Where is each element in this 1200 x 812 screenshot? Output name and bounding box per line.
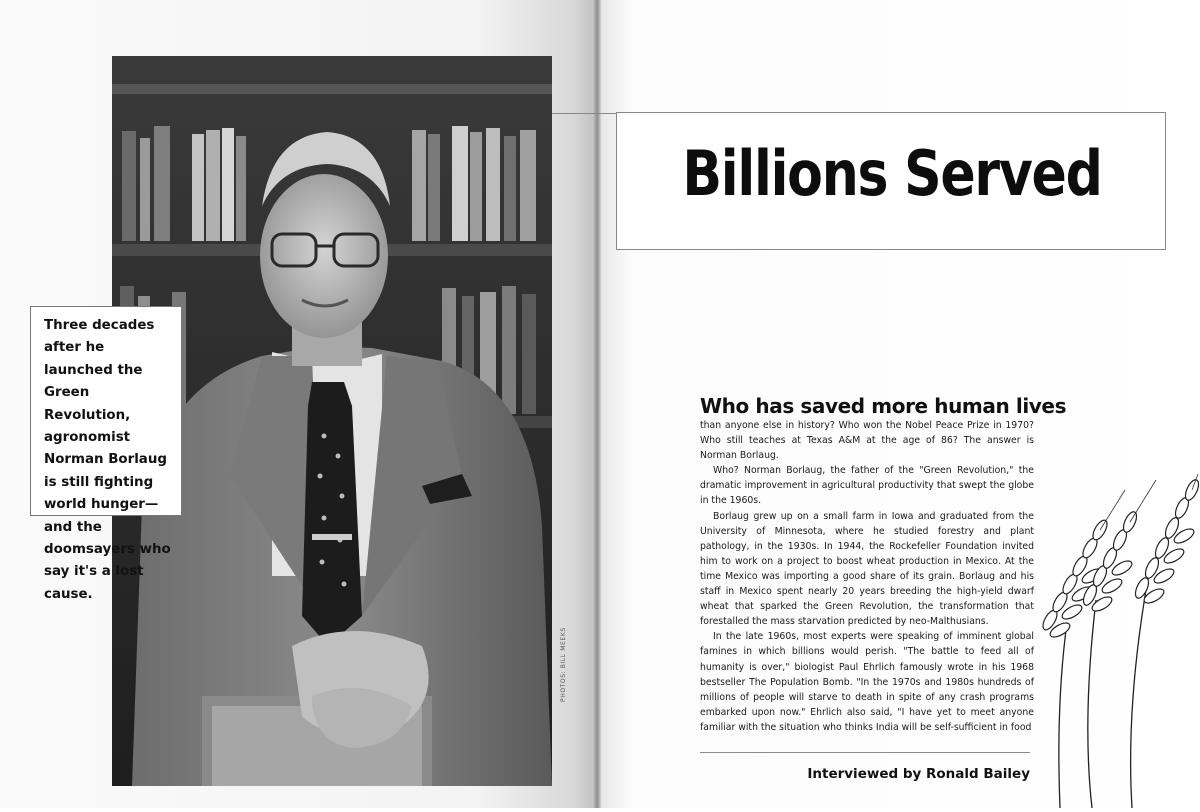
paragraph: Borlaug grew up on a small farm in Iowa and graduated from the University of Minnesota, where he studied forestry and plant pathology, in the 1930s. In 1944, the Rockefeller Foundation invited him to work on a project to boost wheat production in Mexico. At the time Mexico was importing a good share of its grain. Borlaug and his staff in Mexico spent nearly 20 years breeding the high-yield dwarf wheat that sparked the Green Revolution, the transformation that forestalled the mass starvation predicted by neo-Malthusians.: [700, 510, 1034, 628]
pull-quote: Three decades after he launched the Green Revolution, agronomist Norman Borlaug is still fighting world hunger—and the doomsayers who say it's a lost cause.: [30, 306, 182, 516]
article-body: [700, 418, 1034, 735]
photo-credit: PHOTOS: BILL MEEKS: [560, 627, 567, 702]
article-title: Billions Served: [682, 137, 1102, 210]
title-rule: [552, 113, 616, 114]
paragraph: than anyone else in history? Who won the Nobel Peace Prize in 1970? Who still teaches at Texas A&M at the age of 86? The answer is Norman Borlaug.: [700, 420, 1034, 462]
wheat-illustration: [1030, 470, 1200, 808]
page-gutter: [592, 0, 602, 808]
title-box: [616, 112, 1166, 250]
byline-rule: [700, 752, 1030, 753]
byline: Interviewed by Ronald Bailey: [807, 766, 1030, 782]
article-lede: Who has saved more human lives: [700, 394, 1067, 418]
paragraph: In the late 1960s, most experts were speaking of imminent global famines in which billions would perish. "The battle to feed all of humanity is over," biologist Paul Ehrlich famously wrote in his 1968 bestseller The Population Bomb. "In the 1970s and 1980s hundreds of millions of people will starve to death in spite of any crash programs embarked upon now." Ehrlich also said, "I have yet to meet anyone familiar with the situation who thinks India will be self-sufficient in food: [700, 631, 1034, 733]
paragraph: Who? Norman Borlaug, the father of the "Green Revolution," the dramatic improvement in agricultural productivity that swept the globe in the 1960s.: [700, 465, 1034, 507]
